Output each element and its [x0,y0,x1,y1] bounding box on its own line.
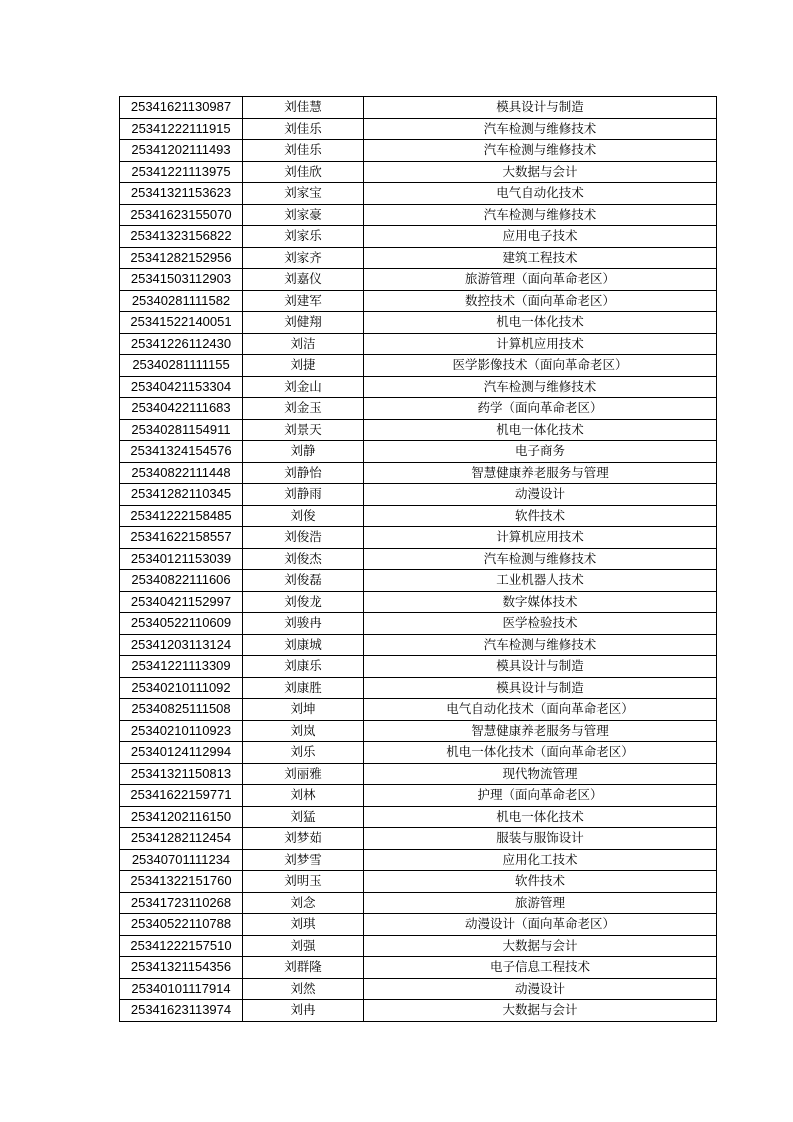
student-id-cell: 25341221113975 [120,161,243,183]
student-name-cell: 刘梦茹 [243,828,364,850]
major-cell: 药学（面向革命老区） [364,398,717,420]
table-row [120,376,717,398]
table-row [120,1000,717,1022]
student-name-cell: 刘佳欣 [243,161,364,183]
major-cell: 电气自动化技术（面向革命老区） [364,699,717,721]
table-row [120,914,717,936]
student-name-cell: 刘然 [243,978,364,1000]
major-cell: 工业机器人技术 [364,570,717,592]
student-id-cell: 25340281111155 [120,355,243,377]
student-name-cell: 刘金山 [243,376,364,398]
table-row [120,355,717,377]
student-name-cell: 刘俊 [243,505,364,527]
admission-list-table [119,96,717,1022]
major-cell: 智慧健康养老服务与管理 [364,462,717,484]
student-name-cell: 刘静怡 [243,462,364,484]
major-cell: 大数据与会计 [364,1000,717,1022]
student-id-cell: 25340121153039 [120,548,243,570]
student-id-cell: 25341282112454 [120,828,243,850]
table-row [120,849,717,871]
student-name-cell: 刘洁 [243,333,364,355]
major-cell: 动漫设计 [364,484,717,506]
student-id-cell: 25340210110923 [120,720,243,742]
table-row [120,957,717,979]
major-cell: 旅游管理 [364,892,717,914]
table-row [120,742,717,764]
table-row [120,591,717,613]
table-row [120,247,717,269]
table-row [120,613,717,635]
table-row [120,462,717,484]
table-row [120,527,717,549]
student-name-cell: 刘岚 [243,720,364,742]
student-id-cell: 25340822111606 [120,570,243,592]
student-id-cell: 25340522110609 [120,613,243,635]
major-cell: 模具设计与制造 [364,677,717,699]
student-name-cell: 刘琪 [243,914,364,936]
major-cell: 软件技术 [364,505,717,527]
major-cell: 数控技术（面向革命老区） [364,290,717,312]
student-name-cell: 刘林 [243,785,364,807]
table-row [120,161,717,183]
major-cell: 现代物流管理 [364,763,717,785]
major-cell: 应用电子技术 [364,226,717,248]
table-row [120,935,717,957]
student-name-cell: 刘冉 [243,1000,364,1022]
student-id-cell: 25341222157510 [120,935,243,957]
table-row [120,226,717,248]
student-id-cell: 25340422111683 [120,398,243,420]
table-row [120,118,717,140]
table-row [120,548,717,570]
student-name-cell: 刘乐 [243,742,364,764]
major-cell: 旅游管理（面向革命老区） [364,269,717,291]
table-row [120,97,717,119]
student-name-cell: 刘静雨 [243,484,364,506]
student-id-cell: 25340101117914 [120,978,243,1000]
major-cell: 机电一体化技术（面向革命老区） [364,742,717,764]
major-cell: 汽车检测与维修技术 [364,548,717,570]
student-name-cell: 刘景天 [243,419,364,441]
table-row [120,828,717,850]
table-row [120,441,717,463]
table-row [120,763,717,785]
student-id-cell: 25341282152956 [120,247,243,269]
major-cell: 大数据与会计 [364,935,717,957]
table-row [120,419,717,441]
student-name-cell: 刘康胜 [243,677,364,699]
student-name-cell: 刘猛 [243,806,364,828]
student-name-cell: 刘康城 [243,634,364,656]
student-name-cell: 刘佳慧 [243,97,364,119]
student-name-cell: 刘静 [243,441,364,463]
student-id-cell: 25341503112903 [120,269,243,291]
student-id-cell: 25340421153304 [120,376,243,398]
student-name-cell: 刘捷 [243,355,364,377]
student-id-cell: 25341203113124 [120,634,243,656]
student-id-cell: 25340825111508 [120,699,243,721]
table-row [120,204,717,226]
major-cell: 计算机应用技术 [364,527,717,549]
student-name-cell: 刘念 [243,892,364,914]
major-cell: 软件技术 [364,871,717,893]
major-cell: 汽车检测与维修技术 [364,204,717,226]
student-name-cell: 刘佳乐 [243,118,364,140]
student-name-cell: 刘俊浩 [243,527,364,549]
student-name-cell: 刘俊磊 [243,570,364,592]
major-cell: 建筑工程技术 [364,247,717,269]
major-cell: 应用化工技术 [364,849,717,871]
table-row [120,978,717,1000]
table-row [120,634,717,656]
major-cell: 服装与服饰设计 [364,828,717,850]
major-cell: 机电一体化技术 [364,806,717,828]
student-id-cell: 25340281154911 [120,419,243,441]
student-id-cell: 25341321150813 [120,763,243,785]
major-cell: 动漫设计 [364,978,717,1000]
major-cell: 机电一体化技术 [364,419,717,441]
major-cell: 医学影像技术（面向革命老区） [364,355,717,377]
student-name-cell: 刘建军 [243,290,364,312]
major-cell: 护理（面向革命老区） [364,785,717,807]
student-id-cell: 25341222158485 [120,505,243,527]
student-id-cell: 25341321153623 [120,183,243,205]
student-name-cell: 刘健翔 [243,312,364,334]
major-cell: 汽车检测与维修技术 [364,634,717,656]
table-row [120,699,717,721]
major-cell: 智慧健康养老服务与管理 [364,720,717,742]
table-row [120,290,717,312]
student-name-cell: 刘家宝 [243,183,364,205]
major-cell: 汽车检测与维修技术 [364,376,717,398]
student-name-cell: 刘丽雅 [243,763,364,785]
table-row [120,484,717,506]
major-cell: 电子商务 [364,441,717,463]
student-name-cell: 刘家乐 [243,226,364,248]
major-cell: 模具设计与制造 [364,97,717,119]
student-id-cell: 25341623155070 [120,204,243,226]
major-cell: 电子信息工程技术 [364,957,717,979]
student-name-cell: 刘群隆 [243,957,364,979]
table-row [120,806,717,828]
student-name-cell: 刘俊龙 [243,591,364,613]
major-cell: 汽车检测与维修技术 [364,118,717,140]
major-cell: 机电一体化技术 [364,312,717,334]
table-row [120,656,717,678]
table-row [120,677,717,699]
student-id-cell: 25340822111448 [120,462,243,484]
student-id-cell: 25341622158557 [120,527,243,549]
table-row [120,785,717,807]
student-name-cell: 刘明玉 [243,871,364,893]
student-id-cell: 25341322151760 [120,871,243,893]
major-cell: 大数据与会计 [364,161,717,183]
table-row [120,892,717,914]
student-name-cell: 刘佳乐 [243,140,364,162]
student-id-cell: 25340281111582 [120,290,243,312]
student-id-cell: 25341202116150 [120,806,243,828]
student-id-cell: 25341282110345 [120,484,243,506]
table-row [120,720,717,742]
student-name-cell: 刘骏冉 [243,613,364,635]
student-id-cell: 25341321154356 [120,957,243,979]
table-row [120,570,717,592]
student-id-cell: 25341622159771 [120,785,243,807]
table-row [120,269,717,291]
student-name-cell: 刘金玉 [243,398,364,420]
student-name-cell: 刘家齐 [243,247,364,269]
student-id-cell: 25341723110268 [120,892,243,914]
student-id-cell: 25340421152997 [120,591,243,613]
student-id-cell: 25341222111915 [120,118,243,140]
student-id-cell: 25340701111234 [120,849,243,871]
student-name-cell: 刘嘉仪 [243,269,364,291]
major-cell: 动漫设计（面向革命老区） [364,914,717,936]
student-id-cell: 25340522110788 [120,914,243,936]
table-row [120,871,717,893]
major-cell: 汽车检测与维修技术 [364,140,717,162]
student-name-cell: 刘梦雪 [243,849,364,871]
table-row [120,183,717,205]
student-id-cell: 25341324154576 [120,441,243,463]
student-name-cell: 刘强 [243,935,364,957]
student-id-cell: 25341323156822 [120,226,243,248]
student-id-cell: 25341522140051 [120,312,243,334]
major-cell: 医学检验技术 [364,613,717,635]
major-cell: 电气自动化技术 [364,183,717,205]
student-id-cell: 25341226112430 [120,333,243,355]
major-cell: 计算机应用技术 [364,333,717,355]
table-row [120,333,717,355]
student-id-cell: 25340210111092 [120,677,243,699]
student-name-cell: 刘家豪 [243,204,364,226]
table-row [120,398,717,420]
student-id-cell: 25341202111493 [120,140,243,162]
admission-list-body [120,97,717,1022]
table-row [120,140,717,162]
major-cell: 模具设计与制造 [364,656,717,678]
student-name-cell: 刘俊杰 [243,548,364,570]
table-row [120,312,717,334]
student-id-cell: 25340124112994 [120,742,243,764]
student-id-cell: 25341621130987 [120,97,243,119]
student-id-cell: 25341221113309 [120,656,243,678]
student-name-cell: 刘康乐 [243,656,364,678]
student-name-cell: 刘坤 [243,699,364,721]
major-cell: 数字媒体技术 [364,591,717,613]
student-id-cell: 25341623113974 [120,1000,243,1022]
table-row [120,505,717,527]
